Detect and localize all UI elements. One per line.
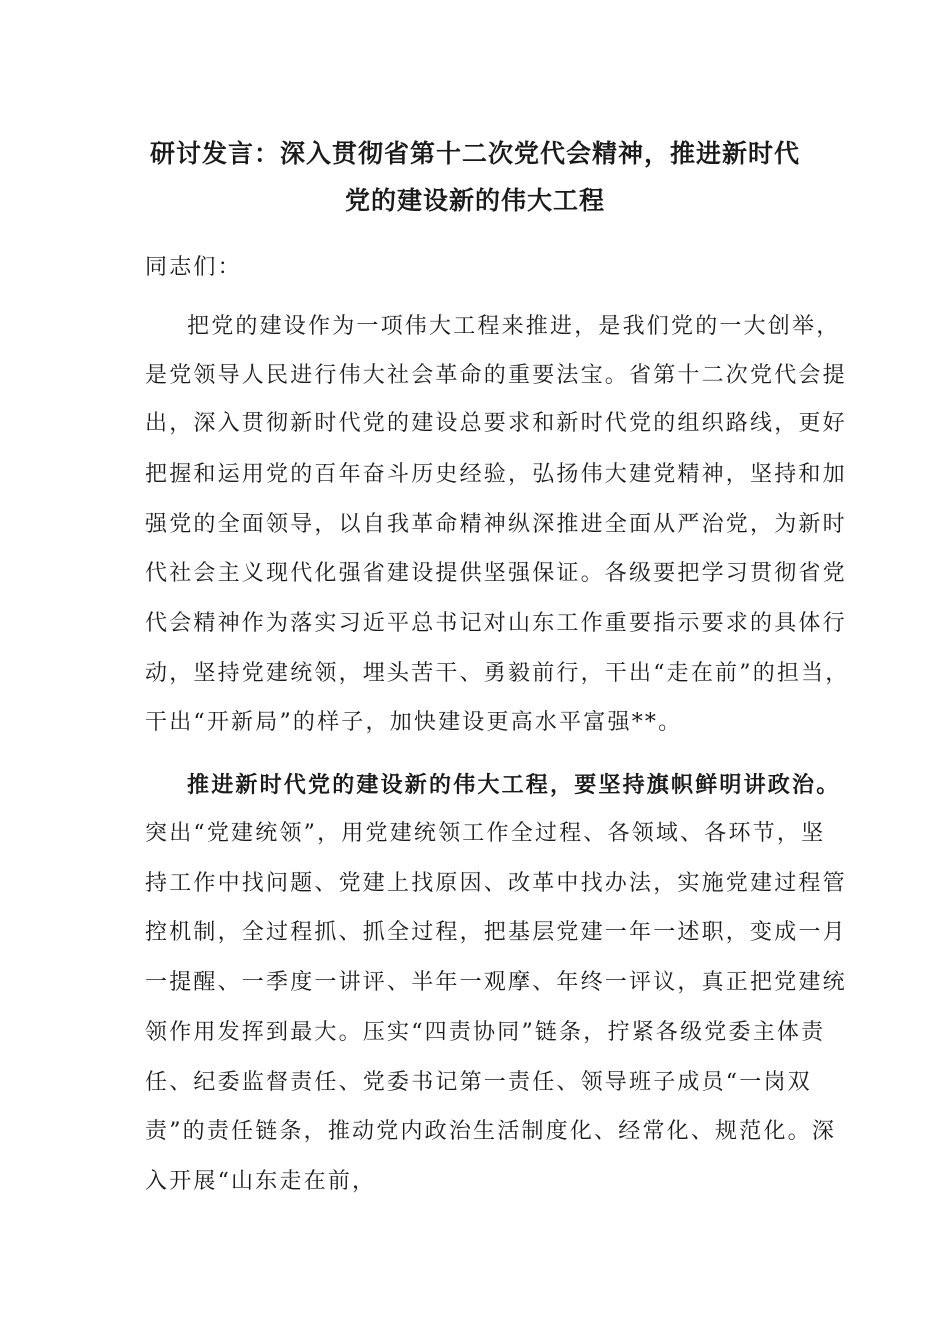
paragraph-1-line: 代社会主义现代化强省建设提供坚强保证。各级要把学习贯彻省党 <box>145 561 847 586</box>
paragraph-1-line: 出，深入贯彻新时代党的建设总要求和新时代党的组织路线，更好 <box>145 411 847 436</box>
paragraph-1-line: 动，坚持党建统领，埋头苦干、勇毅前行，干出“走在前”的担当， <box>145 661 850 686</box>
paragraph-2-line: 持工作中找问题、党建上找原因、改革中找办法，实施党建过程管 <box>145 871 847 896</box>
paragraph-2-line: 责”的责任链条，推动党内政治生活制度化、经常化、规范化。深 <box>145 1119 837 1144</box>
document-title-line-1: 研讨发言：深入贯彻省第十二次党代会精神，推进新时代 <box>149 139 800 168</box>
paragraph-2-line: 控机制，全过程抓、抓全过程，把基层党建一年一述职，变成一月 <box>145 920 847 945</box>
paragraph-1-line: 把党的建设作为一项伟大工程来推进，是我们党的一大创举， <box>187 314 841 339</box>
paragraph-2-line: 突出“党建统领”，用党建统领工作全过程、各领域、各环节，坚 <box>145 821 826 846</box>
paragraph-1-line: 是党领导人民进行伟大社会革命的重要法宝。省第十二次党代会提 <box>145 363 847 388</box>
section-heading: 推进新时代党的建设新的伟大工程，要坚持旗帜鲜明讲政治。 <box>187 772 841 798</box>
paragraph-1-line: 强党的全面领导，以自我革命精神纵深推进全面从严治党，为新时 <box>145 512 847 537</box>
paragraph-2-line: 任、纪委监督责任、党委书记第一责任、领导班子成员“一岗双 <box>145 1070 812 1095</box>
paragraph-1-line: 代会精神作为落实习近平总书记对山东工作重要指示要求的具体行 <box>145 611 847 636</box>
paragraph-1-line: 干出“开新局”的样子，加快建设更高水平富强**。 <box>145 710 683 735</box>
paragraph-2-line: 领作用发挥到最大。压实“四责协同”链条，拧紧各级党委主体责 <box>145 1020 826 1045</box>
paragraph-2-line: 一提醒、一季度一讲评、半年一观摩、年终一评议，真正把党建统 <box>145 970 847 995</box>
paragraph-2-line: 入开展“山东走在前， <box>145 1169 377 1194</box>
salutation: 同志们： <box>145 255 242 280</box>
document-title-line-2: 党的建设新的伟大工程 <box>344 186 605 215</box>
paragraph-1-line: 把握和运用党的百年奋斗历史经验，弘扬伟大建党精神，坚持和加 <box>145 462 847 487</box>
